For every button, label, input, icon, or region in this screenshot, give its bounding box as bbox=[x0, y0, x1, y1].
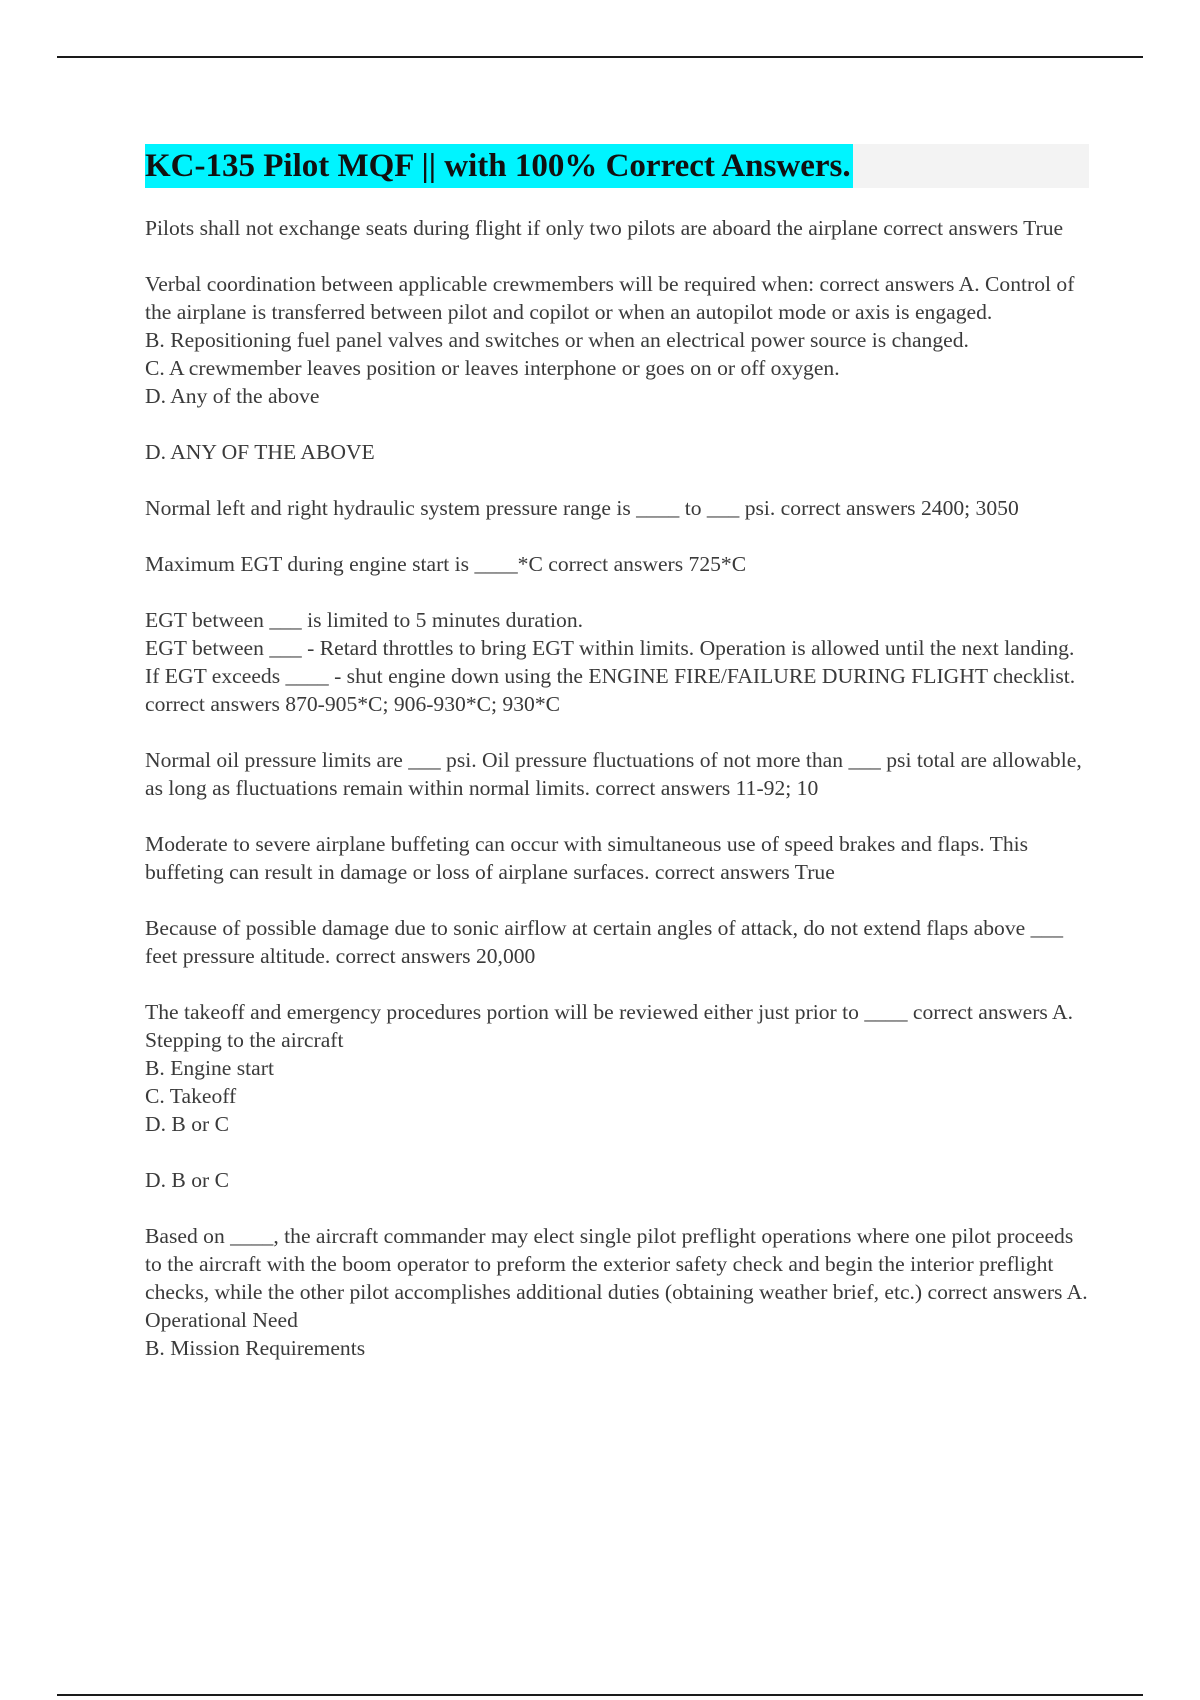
question-text: Based on ____, the aircraft commander may elect single pilot preflight operations where one pilot proceeds to the aircraft with the boom operator to preform the exterior safety check and begin the interior preflight checks, while the other pilot accomplishes additional duties (obtaining weather brief, etc.) correct answers A. Operational Need bbox=[145, 1224, 1088, 1332]
question-text: The takeoff and emergency procedures portion will be reviewed either just prior to ____ correct answers A. Stepping to the aircraft bbox=[145, 1000, 1074, 1052]
question-text: D. B or C bbox=[145, 1168, 229, 1192]
question-text: Maximum EGT during engine start is ____*C correct answers 725*C bbox=[145, 552, 747, 576]
question-text: Verbal coordination between applicable crewmembers will be required when: correct answers A. Control of the airplane is transferred between pilot and copilot or when an autopilot mode or axis is engaged. bbox=[145, 272, 1075, 324]
question-entry bbox=[145, 1222, 1090, 1362]
question-entry bbox=[145, 606, 1090, 718]
question-text: EGT between ___ is limited to 5 minutes duration. bbox=[145, 608, 584, 632]
question-entry bbox=[145, 550, 1090, 578]
question-entry bbox=[145, 914, 1090, 970]
header-rule bbox=[57, 56, 1143, 58]
question-entry bbox=[145, 830, 1090, 886]
question-text: Normal left and right hydraulic system pressure range is ____ to ___ psi. correct answers 2400; 3050 bbox=[145, 496, 1019, 520]
question-entry bbox=[145, 1166, 1090, 1194]
document-title: KC-135 Pilot MQF || with 100% Correct Answers. bbox=[145, 144, 853, 188]
question-text: Moderate to severe airplane buffeting can occur with simultaneous use of speed brakes and flaps. This buffeting can result in damage or loss of airplane surfaces. correct answers True bbox=[145, 832, 1029, 884]
question-list bbox=[145, 214, 1090, 1362]
document-body bbox=[145, 144, 1090, 1390]
question-text: Because of possible damage due to sonic airflow at certain angles of attack, do not extend flaps above ___ feet pressure altitude. correct answers 20,000 bbox=[145, 916, 1064, 968]
question-entry bbox=[145, 494, 1090, 522]
question-text: D. ANY OF THE ABOVE bbox=[145, 440, 375, 464]
question-entry bbox=[145, 214, 1090, 242]
title-bar bbox=[145, 144, 1089, 188]
answer-option: B. Repositioning fuel panel valves and switches or when an electrical power source is changed. bbox=[145, 328, 969, 352]
question-entry bbox=[145, 438, 1090, 466]
answer-option: D. Any of the above bbox=[145, 384, 320, 408]
footer-rule bbox=[57, 1694, 1143, 1696]
answer-option: C. Takeoff bbox=[145, 1084, 237, 1108]
question-text: Pilots shall not exchange seats during flight if only two pilots are aboard the airplane correct answers True bbox=[145, 216, 1064, 240]
answer-option: C. A crewmember leaves position or leaves interphone or goes on or off oxygen. bbox=[145, 356, 840, 380]
question-text: Normal oil pressure limits are ___ psi. Oil pressure fluctuations of not more than ___ psi total are allowable, as long as fluctuations remain within normal limits. correct answers 11-92; 10 bbox=[145, 748, 1082, 800]
answer-option: EGT between ___ - Retard throttles to bring EGT within limits. Operation is allowed until the next landing. If EGT exceeds ____ - shut engine down using the ENGINE FIRE/FAILURE DURING FLIGHT checklist. correct answers 870-905*C; 906-930*C; 930*C bbox=[145, 636, 1076, 716]
question-entry bbox=[145, 270, 1090, 410]
question-entry bbox=[145, 998, 1090, 1138]
answer-option: B. Engine start bbox=[145, 1056, 274, 1080]
answer-option: D. B or C bbox=[145, 1112, 229, 1136]
question-entry bbox=[145, 746, 1090, 802]
answer-option: B. Mission Requirements bbox=[145, 1336, 366, 1360]
